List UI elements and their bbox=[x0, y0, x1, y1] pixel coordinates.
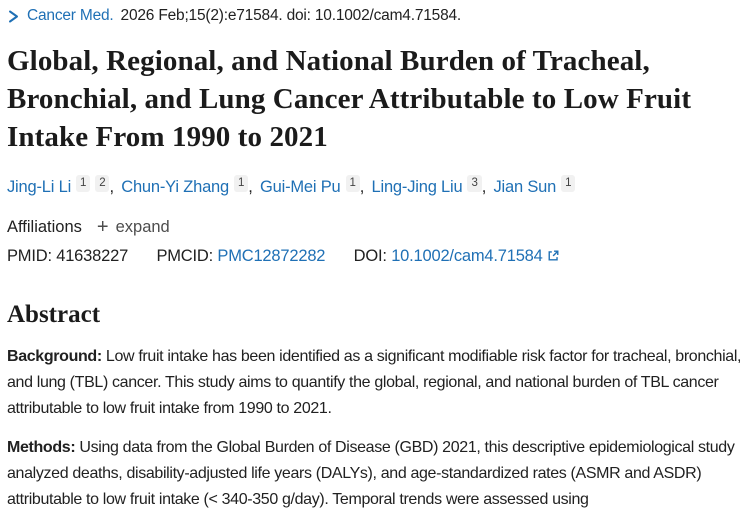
abstract-heading: Abstract bbox=[7, 301, 101, 328]
author-affiliation-sup[interactable]: 1 bbox=[346, 175, 360, 192]
citation-details: 2026 Feb;15(2):e71584. doi: 10.1002/cam4.71584. bbox=[120, 7, 462, 24]
identifiers-row bbox=[7, 244, 742, 269]
paragraph-label: Methods: bbox=[7, 439, 76, 456]
author-affiliation-sup[interactable]: 3 bbox=[467, 175, 481, 192]
journal-link[interactable]: Cancer Med. bbox=[27, 7, 114, 24]
abstract-paragraph: Background: Low fruit intake has been identified as a significant modifiable risk factor for tracheal, bronchial, and lung (TBL) cancer. This study aims to quantify the global, regional, and national burden of TBL cancer attributable to low fruit intake from 1990 to 2021. bbox=[7, 348, 742, 417]
doi-group bbox=[354, 247, 560, 265]
pmid-value: 41638227 bbox=[56, 247, 129, 265]
author-separator: , bbox=[481, 178, 491, 196]
author-link[interactable]: Jing-Li Li bbox=[7, 178, 72, 196]
expand-affiliations-button[interactable] bbox=[97, 218, 170, 237]
pmcid-label: PMCID: bbox=[156, 247, 213, 265]
affiliations-label: Affiliations bbox=[7, 218, 82, 236]
citation-row bbox=[7, 6, 742, 26]
article-page bbox=[7, 6, 742, 513]
author-list bbox=[7, 174, 742, 200]
expand-label: expand bbox=[115, 217, 170, 236]
author-link[interactable]: Ling-Jing Liu bbox=[371, 178, 463, 196]
pmcid-group bbox=[156, 247, 325, 265]
author-affiliation-sup[interactable]: 1 bbox=[76, 175, 90, 192]
article-title: Global, Regional, and National Burden of Tracheal, Bronchial, and Lung Cancer Attributable to Low Fruit Intake From 1990 to 2021 bbox=[7, 45, 692, 153]
plus-icon: + bbox=[96, 216, 109, 238]
chevron-right-icon[interactable] bbox=[7, 9, 20, 24]
author-affiliation-sup[interactable]: 2 bbox=[95, 175, 109, 192]
author-separator: , bbox=[109, 178, 119, 196]
author-separator: , bbox=[359, 178, 369, 196]
author-link[interactable]: Gui-Mei Pu bbox=[260, 178, 341, 196]
doi-link[interactable]: 10.1002/cam4.71584 bbox=[391, 247, 543, 265]
paragraph-label: Background: bbox=[7, 348, 102, 365]
affiliations-row bbox=[7, 215, 742, 239]
author-link[interactable]: Chun-Yi Zhang bbox=[121, 178, 230, 196]
author-affiliation-sup[interactable]: 1 bbox=[561, 175, 575, 192]
author-separator: , bbox=[248, 178, 257, 196]
author-link[interactable]: Jian Sun bbox=[493, 178, 557, 196]
pmid-label: PMID: bbox=[7, 247, 52, 265]
pmcid-link[interactable]: PMC12872282 bbox=[217, 247, 326, 265]
author-affiliation-sup[interactable]: 1 bbox=[234, 175, 248, 192]
doi-label: DOI: bbox=[353, 247, 387, 265]
pmid-group bbox=[7, 247, 128, 265]
external-link-icon[interactable] bbox=[547, 248, 560, 266]
abstract-body bbox=[7, 344, 742, 513]
abstract-paragraph: Methods: Using data from the Global Burden of Disease (GBD) 2021, this descriptive epidemiological study analyzed deaths, disability-adjusted life years (DALYs), and age-standardized rates (ASMR and ASDR) attributable to low fruit intake (< 340-350 g/day). Temporal trends were assessed using bbox=[7, 439, 735, 508]
